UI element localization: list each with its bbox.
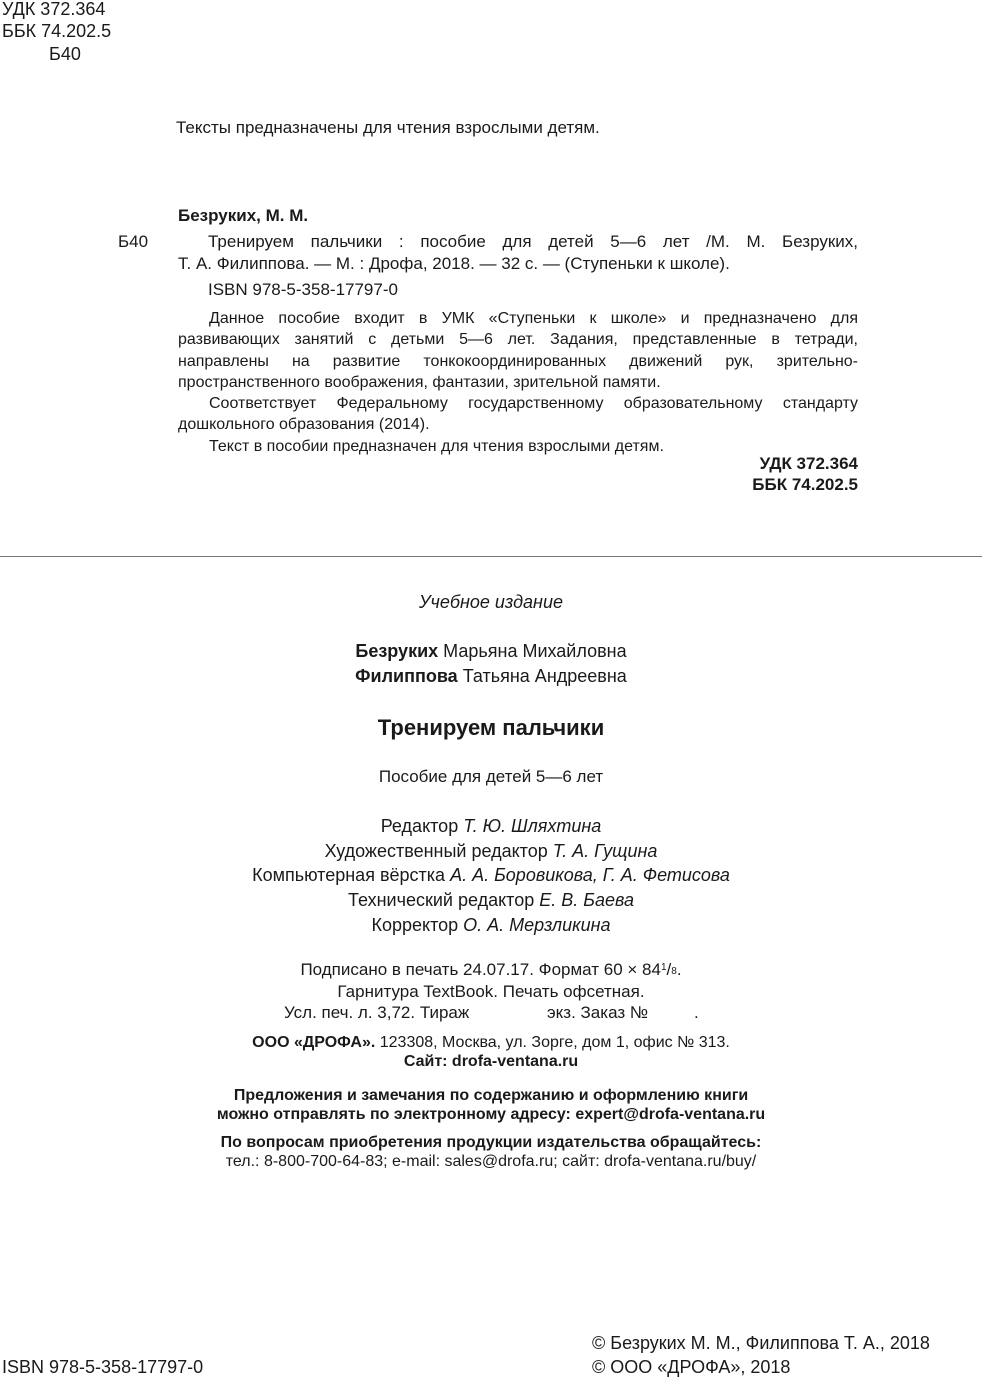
publisher-address: 123308, Москва, ул. Зорге, дом 1, офис № 313. bbox=[375, 1034, 730, 1051]
footer-isbn: ISBN 978-5-358-17797-0 bbox=[2, 1357, 204, 1377]
credit-person: Т. Ю. Шляхтина bbox=[463, 816, 602, 836]
typeface-info: Гарнитура TextBook. Печать офсетная. bbox=[337, 982, 645, 1001]
author2 bbox=[0, 664, 982, 688]
copyright-publisher: © ООО «ДРОФА», 2018 bbox=[592, 1357, 791, 1377]
format-denominator: 8 bbox=[671, 966, 677, 977]
book-subtitle: Пособие для детей 5—6 лет bbox=[378, 767, 604, 786]
section-divider bbox=[0, 556, 982, 557]
catalog-bbk: ББК 74.202.5 bbox=[752, 475, 858, 494]
reading-notice: Тексты предназначены для чтения взрослыми детям. bbox=[176, 118, 600, 137]
catalog-author-sign: Б40 bbox=[118, 232, 149, 251]
edition-type: Учебное издание bbox=[419, 592, 563, 612]
credit-person: О. А. Мерзликина bbox=[463, 915, 611, 935]
annotation-paragraph: Текст в пособии предназначен для чтения взрослыми детям. bbox=[209, 437, 664, 455]
format-end: . bbox=[676, 960, 682, 979]
credit-person: Т. А. Гущина bbox=[552, 841, 658, 861]
format-slash: / bbox=[666, 960, 672, 979]
author1 bbox=[0, 639, 982, 663]
credit-proofreader bbox=[0, 913, 982, 937]
publisher-name: ООО «ДРОФА». bbox=[252, 1034, 376, 1051]
credit-role: Художественный редактор bbox=[324, 841, 553, 861]
credit-role: Компьютерная вёрстка bbox=[252, 865, 451, 885]
signed-to-print bbox=[0, 959, 982, 981]
credit-layout bbox=[0, 863, 982, 887]
author2-name: Татьяна Андреевна bbox=[457, 666, 627, 686]
signed-text: Подписано в печать 24.07.17. Формат 60 × 84 bbox=[300, 960, 661, 979]
annotation-paragraph: Данное пособие входит в УМК «Ступеньки к школе» и предназначено для развивающих занятий с детьми 5—6 лет. Задания, представленные в тетради, направлены на развитие тонкокоординированных движений рук, зрительно-пространственного воображения, фантазии, зрительной памяти. bbox=[178, 310, 858, 391]
format-numerator: 1 bbox=[660, 962, 667, 973]
credit-editor bbox=[0, 814, 982, 838]
author1-surname: Безруких bbox=[355, 641, 439, 661]
credit-art-editor bbox=[0, 839, 982, 863]
catalog-udk: УДК 372.364 bbox=[759, 454, 858, 473]
author1-name: Марьяна Михайловна bbox=[438, 641, 627, 661]
order-end: . bbox=[694, 1003, 699, 1022]
feedback-line1: Предложения и замечания по содержанию и оформлению книги bbox=[233, 1087, 749, 1104]
credit-role: Редактор bbox=[380, 816, 464, 836]
author-sign: Б40 bbox=[49, 44, 81, 64]
catalog-author-heading: Безруких, М. М. bbox=[178, 206, 309, 225]
catalog-description-line1: Тренируем пальчики : пособие для детей 5—6 лет /М. М. Безруких, bbox=[208, 232, 858, 251]
book-title: Тренируем пальчики bbox=[377, 715, 605, 740]
credit-role: Корректор bbox=[371, 915, 464, 935]
order-label: экз. Заказ № bbox=[547, 1003, 649, 1022]
copyright-authors: © Безруких М. М., Филиппова Т. А., 2018 bbox=[592, 1333, 930, 1353]
purchase-line2: тел.: 8-800-700-64-83; e-mail: sales@drofa.ru; сайт: drofa-ventana.ru/buy/ bbox=[225, 1153, 757, 1170]
author2-surname: Филиппова bbox=[355, 666, 458, 686]
credit-tech-editor bbox=[0, 888, 982, 912]
catalog-annotation bbox=[178, 308, 858, 457]
credit-person: А. А. Боровикова, Г. А. Фетисова bbox=[450, 865, 730, 885]
bbk-code: ББК 74.202.5 bbox=[2, 21, 112, 41]
annotation-paragraph: Соответствует Федеральному государственному образовательному стандарту дошкольного образования (2014). bbox=[178, 395, 858, 434]
catalog-isbn: ISBN 978-5-358-17797-0 bbox=[208, 280, 398, 299]
print-run-label: Усл. печ. л. 3,72. Тираж bbox=[284, 1003, 470, 1022]
credit-person: Е. В. Баева bbox=[539, 890, 634, 910]
publisher-site: Сайт: drofa-ventana.ru bbox=[403, 1053, 579, 1070]
credit-role: Технический редактор bbox=[347, 890, 540, 910]
catalog-description-line2: Т. А. Филиппова. — М. : Дрофа, 2018. — 32 с. — (Ступеньки к школе). bbox=[178, 254, 730, 273]
feedback-line2: можно отправлять по электронному адресу: expert@drofa-ventana.ru bbox=[216, 1106, 766, 1123]
udk-code: УДК 372.364 bbox=[2, 0, 106, 19]
purchase-line1: По вопросам приобретения продукции издательства обращайтесь: bbox=[220, 1134, 762, 1151]
